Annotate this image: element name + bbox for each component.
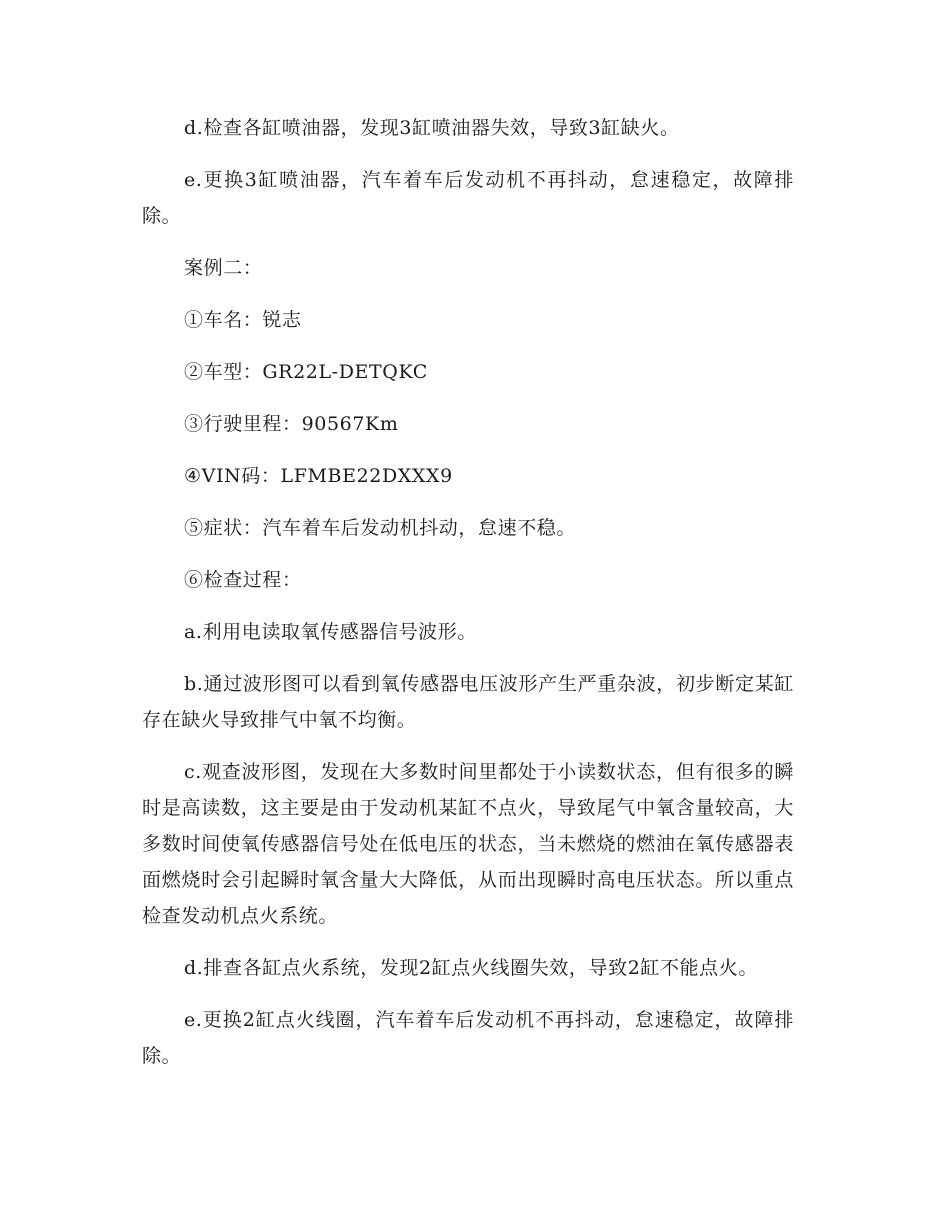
vehicle-name: ①车名：锐志 — [184, 309, 302, 331]
paragraph-step-e-injector: e.更换3缸喷油器，汽车着车后发动机不再抖动，怠速稳定，故障排除。 — [142, 169, 794, 227]
paragraph-step-d-injector: d.检查各缸喷油器，发现3缸喷油器失效，导致3缸缺火。 — [184, 117, 680, 139]
paragraph-step-a: a.利用电读取氧传感器信号波形。 — [184, 621, 477, 643]
paragraph-step-e-ignition: e.更换2缸点火线圈，汽车着车后发动机不再抖动，怠速稳定，故障排除。 — [142, 1009, 794, 1067]
paragraph-step-d-ignition: d.排查各缸点火系统，发现2缸点火线圈失效，导致2缸不能点火。 — [184, 957, 758, 979]
vehicle-vin: ④VIN码：LFMBE22DXXX9 — [184, 465, 453, 487]
document-page — [142, 110, 794, 1074]
inspection-heading: ⑥检查过程： — [184, 569, 302, 591]
paragraph-step-b: b.通过波形图可以看到氧传感器电压波形产生严重杂波，初步断定某缸存在缺火导致排气中氧不均衡。 — [142, 673, 794, 731]
vehicle-model: ②车型：GR22L-DETQKC — [184, 361, 428, 383]
case-two-heading: 案例二： — [184, 257, 263, 279]
paragraph-step-c: c.观查波形图，发现在大多数时间里都处于小读数状态，但有很多的瞬时是高读数，这主要是由于发动机某缸不点火，导致尾气中氧含量较高，大多数时间使氧传感器信号处在低电压的状态，当未燃烧的燃油在氧传感器表面燃烧时会引起瞬时氧含量大大降低，从而出现瞬时高电压状态。所以重点检查发动机点火系统。 — [142, 761, 794, 927]
vehicle-symptom: ⑤症状：汽车着车后发动机抖动，怠速不稳。 — [184, 517, 577, 539]
vehicle-mileage: ③行驶里程：90567Km — [184, 413, 399, 435]
